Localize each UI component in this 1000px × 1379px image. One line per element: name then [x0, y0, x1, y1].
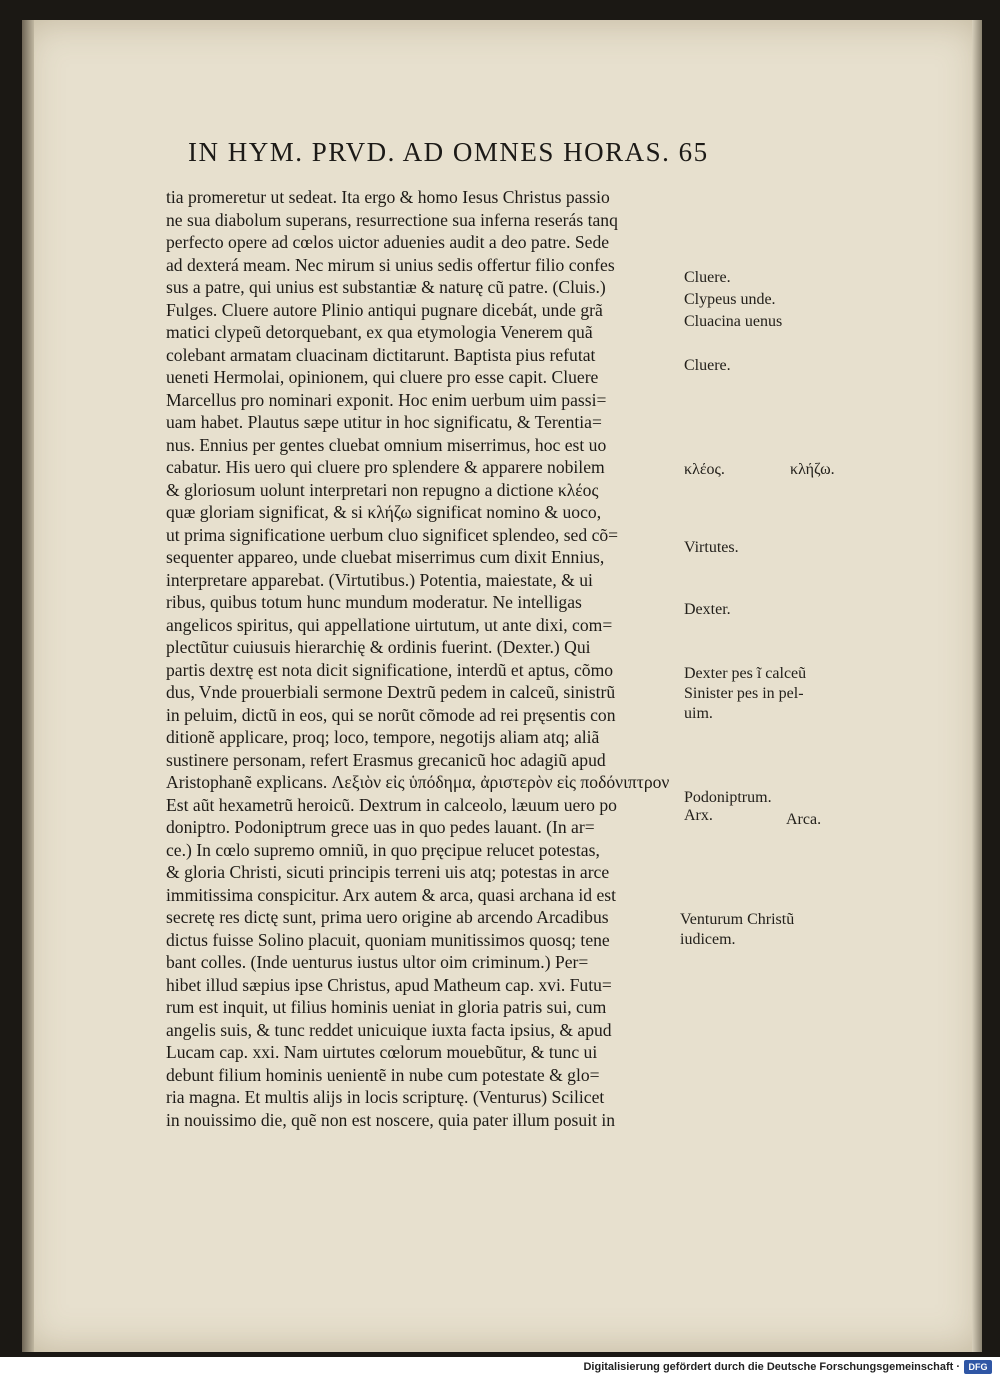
text-line: sequenter appareo, unde cluebat miserrimus cum dixit Ennius, — [166, 547, 605, 567]
text-line: matici clypeũ detorquebant, ex qua etymologia Venerem quã — [166, 322, 593, 342]
text-line: tia promeretur ut sedeat. Ita ergo & homo Iesus Christus passio — [166, 187, 610, 207]
text-line: dictus fuisse Solino placuit, quoniam munitissimos quosq; tene — [166, 929, 610, 950]
dfg-logo — [964, 1360, 992, 1374]
marginal-note: uim. — [684, 705, 713, 722]
text-line: perfecto opere ad cœlos uictor aduenies audit a deo patre. Sede — [166, 232, 610, 252]
text-line: interpretare apparebat. (Virtutibus.) Potentia, maiestate, & ui — [166, 569, 593, 590]
text-line: colebant armatam cluacinam dictitarunt. Baptista pius refutat — [166, 344, 596, 365]
text-line: & gloria Christi, sicuti principis terreni uis atq; potestas in arce — [166, 862, 610, 882]
text-line: Fulges. Cluere autore Plinio antiqui pugnare dicebát, unde grã — [166, 299, 603, 320]
text-line: quæ gloriam significat, & si κλήζω significat nomino & uoco, — [166, 502, 602, 522]
marginal-note: Arx. — [684, 807, 713, 824]
text-line: ne sua diabolum superans, resurrectione sua inferna reserás tanq — [166, 209, 618, 230]
footer-bar — [0, 1357, 1000, 1379]
text-line: nus. Ennius per gentes cluebat omnium miserrimus, hoc est uo — [166, 434, 607, 455]
text-line: cabatur. His uero qui cluere pro splendere & apparere nobilem — [166, 457, 605, 477]
text-line: plectũtur cuiusuis hierarchię & ordinis fuerint. (Dexter.) Qui — [166, 637, 591, 657]
text-line: Est aũt hexametrũ heroicũ. Dextrum in calceolo, læuum uero po — [166, 794, 617, 815]
text-line: ueneti Hermolai, opinionem, qui cluere pro esse capit. Cluere — [166, 367, 599, 387]
page-gutter-left — [22, 20, 34, 1352]
text-line: secretę res dictę sunt, prima uero origine ab arcendo Arcadibus — [166, 907, 609, 927]
body-text — [166, 186, 676, 1131]
text-line: doniptro. Podoniptrum grece uas in quo pedes lauant. (In ar= — [166, 817, 595, 837]
marginal-note: Dexter. — [684, 601, 731, 618]
marginal-note: Arca. — [786, 811, 822, 828]
marginal-note: Clypeus unde. — [684, 291, 776, 308]
marginal-note: Sinister pes in pel- — [684, 685, 804, 702]
text-line: Marcellus pro nominari exponit. Hoc enim uerbum uim passi= — [166, 389, 607, 410]
text-line: Aristophanẽ explicans. Λεξιὸν εἰς ὑπόδημα, ἀριστερὸν εἰς ποδόνιπτρον — [166, 772, 670, 792]
text-line: ribus, quibus totum hunc mundum moderatur. Ne intelligas — [166, 592, 582, 612]
text-line: in peluim, dictũ in eos, qui se norũt cõmode ad rei pręsentis con — [166, 704, 616, 725]
text-line: rum est inquit, ut filius hominis ueniat in gloria patris sui, cum — [166, 997, 607, 1017]
marginal-note: Cluere. — [684, 357, 731, 374]
running-header: IN HYM. PRVD. AD OMNES HORAS. 65 — [188, 137, 709, 167]
text-line: hibet illud sæpius ipse Christus, apud Matheum cap. xvi. Futu= — [166, 974, 612, 995]
text-line: debunt filium hominis uenientẽ in nube cum potestate & glo= — [166, 1064, 600, 1085]
marginal-note: Virtutes. — [684, 539, 739, 556]
text-line: bant colles. (Inde uenturus iustus ultor oim criminum.) Per= — [166, 952, 589, 972]
text-line: dus, Vnde prouerbiali sermone Dextrũ pedem in calceũ, sinistrũ — [166, 682, 616, 702]
funding-credit: Digitalisierung gefördert durch die Deutsche Forschungsgemeinschaft · — [583, 1361, 960, 1373]
text-line: angelicos spiritus, qui appellatione uirtutum, ut ante dixi, com= — [166, 614, 613, 635]
marginal-note: Dexter pes ĩ calceũ — [684, 665, 807, 682]
text-line: angelis suis, & tunc reddet unicuique iuxta facta ipsius, & apud — [166, 1019, 612, 1040]
text-line: immitissima conspicitur. Arx autem & arca, quasi archana id est — [166, 884, 616, 905]
text-line: uam habet. Plautus sæpe utitur in hoc significatu, & Terentia= — [166, 412, 602, 432]
page-edge-right — [972, 20, 982, 1352]
marginal-note: Podoniptrum. — [684, 789, 772, 806]
marginal-note-greek: κλήζω. — [790, 461, 835, 478]
text-line: Lucam cap. xxi. Nam uirtutes cœlorum mouebũtur, & tunc ui — [166, 1042, 598, 1062]
marginal-note: Cluacina uenus — [684, 313, 783, 330]
text-line: sus a patre, qui unius est substantiæ & naturę cũ patre. (Cluis.) — [166, 277, 606, 297]
marginal-note: iudicem. — [680, 931, 736, 948]
dfg-logo-text: DFG — [968, 1362, 988, 1372]
marginal-note: Cluere. — [684, 269, 731, 286]
marginal-note: Venturum Christũ — [680, 911, 795, 928]
text-line: & gloriosum uolunt interpretari non repugno a dictione κλέος — [166, 479, 599, 500]
text-line: in nouissimo die, quẽ non est noscere, quia pater illum posuit in — [166, 1109, 616, 1130]
text-line: sustinere personam, refert Erasmus grecanicũ hoc adagiũ apud — [166, 749, 606, 770]
text-line: partis dextrę est nota dicit significatione, interdũ et aptus, cõmo — [166, 659, 614, 680]
text-line: ut prima significatione uerbum cluo significet splendeo, sed cõ= — [166, 524, 619, 545]
text-line: ad dexterá meam. Nec mirum si unius sedis offertur filio confes — [166, 254, 615, 275]
text-line: ce.) In cœlo supremo omniũ, in quo pręcipue relucet potestas, — [166, 839, 600, 860]
text-line: ditionẽ applicare, proq; loco, tempore, negotijs aliam atq; aliã — [166, 727, 600, 747]
marginal-note-greek: κλέος. — [684, 461, 725, 478]
text-line: ria magna. Et multis alijs in locis scripturę. (Venturus) Scilicet — [166, 1087, 605, 1107]
